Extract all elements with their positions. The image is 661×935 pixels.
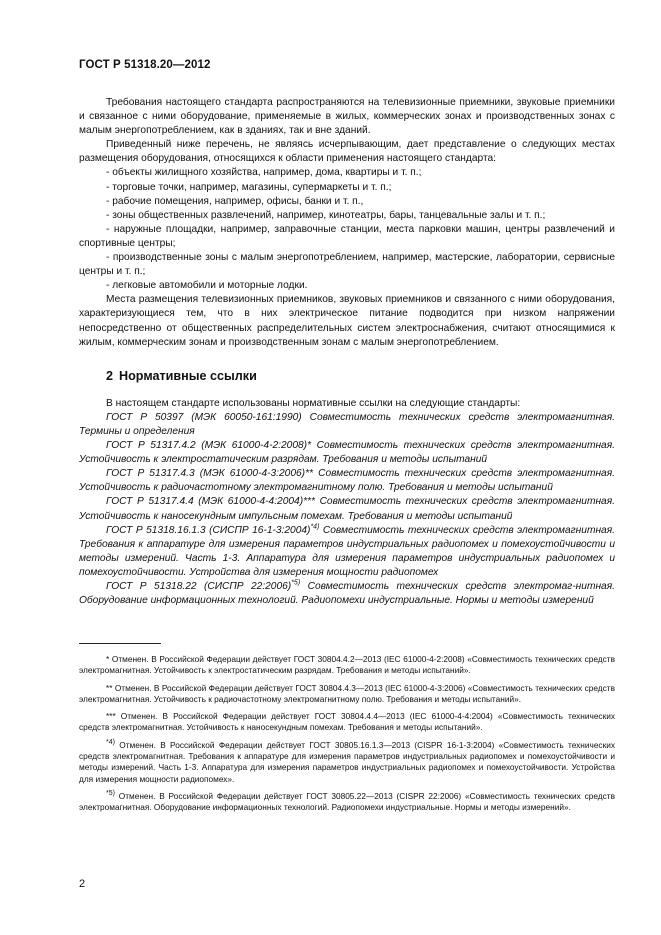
section-title: Нормативные ссылки — [119, 368, 257, 383]
footnote-mark: *4) — [106, 739, 115, 747]
reference-item — [79, 580, 615, 608]
reference-code: ГОСТ Р 50397 (МЭК 60050-161:1990) — [106, 411, 302, 423]
reference-item — [79, 495, 615, 523]
section-lead: В настоящем стандарте использованы нормативные ссылки на следующие стандарты: — [106, 397, 521, 409]
footnote — [79, 654, 615, 677]
footnotes — [79, 654, 615, 820]
reference-item — [79, 439, 615, 467]
reference-item — [79, 467, 615, 495]
footnote-text: Отменен. В Российской Федерации действует ГОСТ 30805.22—2013 (CISPR 22:2006) «Совместимость технических средств электромагнитная. Оборудование информационных технологий. Радиопомехи индустриальные. Нормы и методы измерений». — [79, 790, 615, 813]
list-item: - легковые автомобили и моторные лодки. — [106, 280, 308, 292]
footnote-mark: * — [106, 654, 110, 664]
footnote-text: Отменен. В Российской Федерации действует ГОСТ 30804.4.3—2013 (IEC 61000-4-3:2006) «Совместимость технических средств электромагнитная. Устойчивость к радиочастотному электромагнитному полю. Требования и методы испытаний». — [79, 682, 615, 704]
reference-mark: *4) — [310, 523, 320, 531]
reference-text: Совместимость технических средств электромагнитная. Устойчивость к наносекундным импульсным помехам. Требования и методы испытаний — [79, 496, 615, 522]
reference-item — [79, 524, 615, 580]
reference-text: Совместимость технических средств электромагнитная. Требования к аппаратуре для измерения параметров индустриальных радиопомех и помехоустойчивости и методы измерений. Часть 1-3. Аппаратура для измерения параметров индустриальных радиопомех и помехоустойчивости. Устройства для измерения мощности радиопомех — [79, 524, 615, 578]
reference-text: Совместимость технических средств электромагнитная. Устойчивость к радиочастотному электромагнитному полю. Требования и методы испытаний — [79, 468, 615, 494]
footnote-text: Отменен. В Российской Федерации действует ГОСТ 30804.4.2—2013 (IEC 61000-4-2:2008) «Совместимость технических средств электромагнитная. Устойчивость к электростатическим разрядам. Требования и методы испытаний». — [79, 654, 615, 676]
section-number: 2 — [106, 368, 114, 383]
reference-mark: * — [307, 440, 312, 452]
section-heading — [106, 369, 615, 383]
footnote-mark: *** — [106, 711, 116, 722]
reference-text: Совместимость технических средств электромагнитная. Термины и определения — [79, 411, 615, 437]
reference-code: ГОСТ Р 51317.4.4 (МЭК 61000-4-4:2004) — [106, 496, 304, 508]
reference-code: ГОСТ Р 51317.4.3 (МЭК 61000-4-3:2006) — [106, 468, 306, 480]
intro-paragraph-1: Требования настоящего стандарта распространяются на телевизионные приемники, звуковые приемники и связанное с ними оборудование, применяемые в жилых, коммерческих зонах и производственных зонах с малым энергопотреблением, как в зданиях, так и вне зданий. — [79, 97, 615, 137]
reference-code: ГОСТ Р 51318.22 (СИСПР 22:2006) — [106, 581, 292, 592]
footnote-text: Отменен. В Российской Федерации действует ГОСТ 30805.16.1.3—2013 (CISPR 16-1-3:2004) «Совместимость технических средств электромагнитная. Требования к аппаратуре для измерения параметров индустриальных радиопомех и помехоустойчивости и методы измерений. Часть 1-3. Аппаратура для измерения параметров индустриальных радиопомех и помехоустойчивости. Устройства для измерения мощности радиопомех». — [79, 739, 615, 784]
footnote-separator — [79, 643, 161, 644]
intro-paragraph-3: Места размещения телевизионных приемников, звуковых приемников и связанного с ними оборудования, характеризующиеся тем, что в них электрическое питание подводится при низком напряжении непосредственно от общественных распределительных систем электроснабжения, считают относящимися к жилым, коммерческим зонам и производственным зонам с малым энергопотреблением. — [79, 294, 615, 348]
reference-item — [79, 411, 615, 439]
reference-mark: *** — [303, 496, 315, 508]
list-item: - производственные зоны с малым энергопотреблением, например, мастерские, лаборатории, сервисные центры и т. п.; — [79, 252, 615, 278]
reference-mark: ** — [305, 468, 314, 480]
document-header: ГОСТ Р 51318.20—2012 — [79, 59, 211, 71]
list-item: - торговые точки, например, магазины, супермаркеты и т. п.; — [106, 181, 392, 193]
list-item: - рабочие помещения, например, офисы, банки и т. п., — [106, 195, 364, 207]
footnote-mark: ** — [106, 682, 113, 693]
footnote — [79, 683, 615, 706]
footnote — [79, 791, 615, 814]
footnote — [79, 711, 615, 734]
reference-code: ГОСТ Р 51318.16.1.3 (СИСПР 16-1-3:2004) — [106, 524, 311, 536]
document-body — [79, 96, 615, 608]
footnote — [79, 740, 615, 785]
reference-mark: *5) — [291, 579, 301, 587]
reference-text: Совместимость технических средств электромагнитная. Устойчивость к электростатическим разрядам. Требования и методы испытаний — [79, 440, 615, 466]
list-item: - зоны общественных развлечений, например, кинотеатры, бары, танцевальные залы и т. п.; — [106, 209, 546, 221]
list-item: - объекты жилищного хозяйства, например, дома, квартиры и т. п.; — [106, 167, 422, 179]
footnote-text: Отменен. В Российской Федерации действует ГОСТ 30804.4.4—2013 (IEC 61000-4-4:2004) «Совместимость технических средств электромагнитная. Устойчивость к наносекундным помехам. Требования и методы испытаний». — [79, 711, 615, 733]
intro-paragraph-2: Приведенный ниже перечень, не являясь исчерпывающим, дает представление о следующих местах размещения оборудования, относящихся к области применения настоящего стандарта: — [79, 139, 615, 165]
footnote-mark: *5) — [106, 790, 115, 798]
reference-text: Совместимость технических средств электромаг-нитная. Оборудование информационных технологий. Радиопомехи индустриальные. Нормы и методы измерений — [79, 581, 615, 607]
list-item: - наружные площадки, например, заправочные станции, места парковки машин, центры развлечений и спортивные центры; — [79, 223, 615, 249]
reference-code: ГОСТ Р 51317.4.2 (МЭК 61000-4-2:2008) — [106, 440, 308, 452]
page-number: 2 — [79, 878, 86, 890]
